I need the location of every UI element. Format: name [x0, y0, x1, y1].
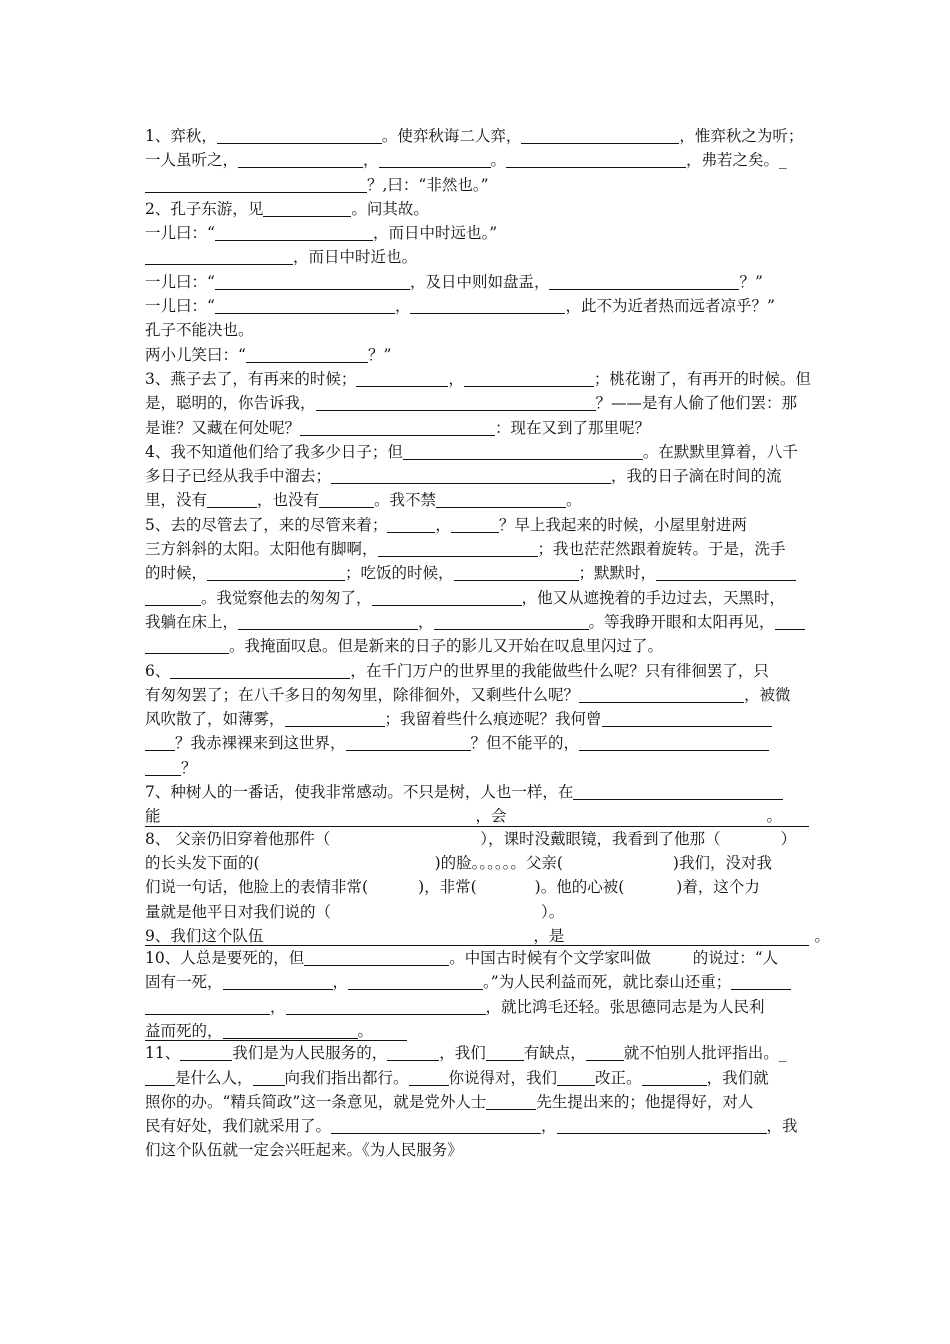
line-32: 们说一句话，他脸上的表情非常( )，非常( )。他的心被( )着，这个力	[145, 878, 760, 897]
blank[interactable]	[145, 588, 201, 606]
line-5: 一儿曰：“ ，而日中时远也。”	[145, 224, 498, 243]
line-6: ，而日中时近也。	[145, 245, 811, 269]
blank[interactable]	[521, 126, 679, 144]
blank[interactable]	[348, 972, 483, 990]
worksheet	[145, 124, 830, 1163]
line-22: 。我掩面叹息。但是新来的日子的影儿又开始在叹息里闪过了。	[145, 634, 811, 658]
line-16: 里，没有 ，也没有 。我不禁 。	[145, 491, 582, 510]
blank[interactable]	[319, 490, 374, 508]
blank[interactable]	[434, 612, 589, 630]
line-4: 2、孔子东游，见 。问其故。	[145, 199, 429, 218]
blank[interactable]	[579, 685, 744, 703]
line-28: 7、种树人的一番话，使我非常感动。不只是树，人也一样，在	[145, 780, 811, 804]
blank[interactable]	[557, 1068, 595, 1086]
line-17: 5、去的尽管去了，来的尽管来着； ， ？早上我起来的时候，小屋里射进两	[145, 515, 747, 534]
line-19: 的时候， ；吃饭的时候， ；默默时，	[145, 561, 811, 585]
blank[interactable]	[557, 1116, 767, 1134]
blank[interactable]	[215, 223, 373, 241]
blank[interactable]	[286, 997, 486, 1015]
line-39: 11、 我们是为人民服务的， ，我们 有缺点， 就不怕别人批评指出。_	[145, 1044, 787, 1063]
line-14: 4、我不知道他们给了我多少日子；但 。在默默里算着，八千	[145, 442, 798, 461]
line-31: 的长头发下面的( )的脸。。。。。。父亲( )我们，没对我	[145, 853, 772, 872]
blank[interactable]	[223, 1021, 358, 1039]
blank[interactable]	[145, 175, 367, 193]
line-35: 10、人总是要死的，但 。中国古时候有个文学家叫做 的说过：“人	[145, 949, 779, 968]
blank[interactable]	[145, 1068, 175, 1086]
line-9: 孔子不能决也。	[145, 321, 254, 340]
blank[interactable]	[316, 393, 596, 411]
blank[interactable]	[549, 272, 739, 290]
blank[interactable]	[579, 733, 769, 751]
blank[interactable]	[246, 345, 368, 363]
line-21: 我躺在床上， ， 。等我睁开眼和太阳再见，	[145, 610, 811, 634]
line-27: ？	[145, 756, 811, 780]
blank[interactable]	[331, 466, 611, 484]
blank[interactable]	[573, 782, 783, 800]
blank[interactable]	[356, 369, 448, 387]
blank[interactable]	[486, 1043, 524, 1061]
blank[interactable]	[180, 1043, 232, 1061]
line-41: 照你的办。“精兵简政”这一条意见，就是党外人士 先生提出来的；他提得好，对人	[145, 1092, 754, 1111]
line-42: 民有好处，我们就采用了。 ， ，我	[145, 1117, 798, 1136]
blank[interactable]	[145, 636, 229, 654]
blank[interactable]	[378, 539, 538, 557]
blank[interactable]	[642, 1068, 707, 1086]
line-38: 益而死的， 。	[145, 1021, 374, 1040]
blank[interactable]	[731, 972, 791, 990]
blank[interactable]	[602, 709, 772, 727]
blank[interactable]	[387, 1043, 439, 1061]
blank[interactable]	[775, 612, 805, 630]
blank[interactable]	[207, 563, 345, 581]
blank[interactable]	[263, 199, 351, 217]
blank[interactable]	[300, 418, 495, 436]
blank[interactable]	[331, 1116, 541, 1134]
blank[interactable]	[145, 997, 270, 1015]
line-33: 量就是他平日对我们说的（ ）。	[145, 902, 565, 921]
blank[interactable]	[656, 563, 796, 581]
blank[interactable]	[215, 272, 410, 290]
blank[interactable]	[238, 612, 418, 630]
blank[interactable]	[410, 296, 565, 314]
line-36: 固有一死， ， 。”为人民利益而死，就比泰山还重；	[145, 970, 811, 994]
blank[interactable]	[372, 588, 522, 606]
blank[interactable]	[486, 1092, 536, 1110]
blank[interactable]	[145, 247, 293, 265]
line-37: ， ，就比鸿毛还轻。张思德同志是为人民利	[145, 995, 811, 1019]
blank[interactable]	[464, 369, 594, 387]
blank[interactable]	[379, 150, 491, 168]
blank[interactable]	[346, 733, 471, 751]
blank[interactable]	[403, 442, 643, 460]
blank[interactable]	[170, 661, 350, 679]
line-40: 是什么人， 向我们指出都行。 你说得对，我们 改正。 ，我们就	[145, 1066, 811, 1090]
line-25: 风吹散了，如薄雾， ；我留着些什么痕迹呢？我何曾	[145, 707, 811, 731]
blank[interactable]	[215, 296, 395, 314]
blank[interactable]	[223, 972, 333, 990]
blank[interactable]	[238, 150, 363, 168]
line-15: 多日子已经从我手中溜去； ，我的日子滴在时间的流	[145, 467, 782, 486]
line-10: 两小儿笑曰：“ ？”	[145, 345, 392, 364]
line-30: 8、 父亲仍旧穿着他那件（ ），课时没戴眼镜，我看到了他那（ ）	[145, 829, 797, 848]
line-3: ？,曰：“非然也。”	[145, 173, 811, 197]
line-43: 们这个队伍就一定会兴旺起来。《为人民服务》	[145, 1141, 463, 1160]
blank[interactable]	[145, 758, 181, 776]
line-11: 3、燕子去了，有再来的时候； ， ；桃花谢了，有再开的时候。但	[145, 369, 811, 388]
line-29: 能 ，会 。	[145, 807, 783, 826]
line-34: 9、我们这个队伍 ，是 。	[145, 926, 830, 945]
line-1: 1、弈秋， 。使弈秋诲二人弈， ，惟弈秋之为听；	[145, 127, 804, 145]
line-2: 一人虽听之， ， 。 ，弗若之矣。_	[145, 151, 787, 170]
line-7: 一儿曰：“ ，及日中则如盘盂， ？”	[145, 272, 763, 291]
blank[interactable]	[436, 490, 566, 508]
blank[interactable]	[145, 733, 175, 751]
line-20: 。我觉察他去的匆匆了， ，他又从遮挽着的手边过去，天黑时，	[145, 586, 811, 610]
blank[interactable]	[451, 515, 499, 533]
blank[interactable]	[586, 1043, 624, 1061]
blank[interactable]	[285, 709, 385, 727]
line-12: 是，聪明的，你告诉我， ？——是有人偷了他们罢：那	[145, 394, 798, 413]
blank[interactable]	[207, 490, 257, 508]
line-23: 6、 ，在千门万户的世界里的我能做些什么呢？只有徘徊罢了，只	[145, 661, 769, 680]
blank[interactable]	[217, 126, 382, 144]
blank[interactable]	[387, 515, 435, 533]
blank[interactable]	[506, 150, 686, 168]
blank[interactable]	[454, 563, 579, 581]
line-26: ？我赤裸裸来到这世界， ？但不能平的，	[145, 731, 811, 755]
blank[interactable]	[409, 1068, 449, 1086]
line-24: 有匆匆罢了；在八千多日的匆匆里，除徘徊外，又剩些什么呢？ ，被微	[145, 685, 791, 704]
blank[interactable]	[304, 948, 449, 966]
blank[interactable]	[253, 1068, 285, 1086]
line-18: 三方斜斜的太阳。太阳他有脚啊， ；我也茫茫然跟着旋转。于是，洗手	[145, 540, 786, 559]
line-13: 是谁？又藏在何处呢？ ：现在又到了那里呢？	[145, 418, 651, 437]
line-8: 一儿曰：“ ， ，此不为近者热而远者凉乎？”	[145, 297, 775, 316]
